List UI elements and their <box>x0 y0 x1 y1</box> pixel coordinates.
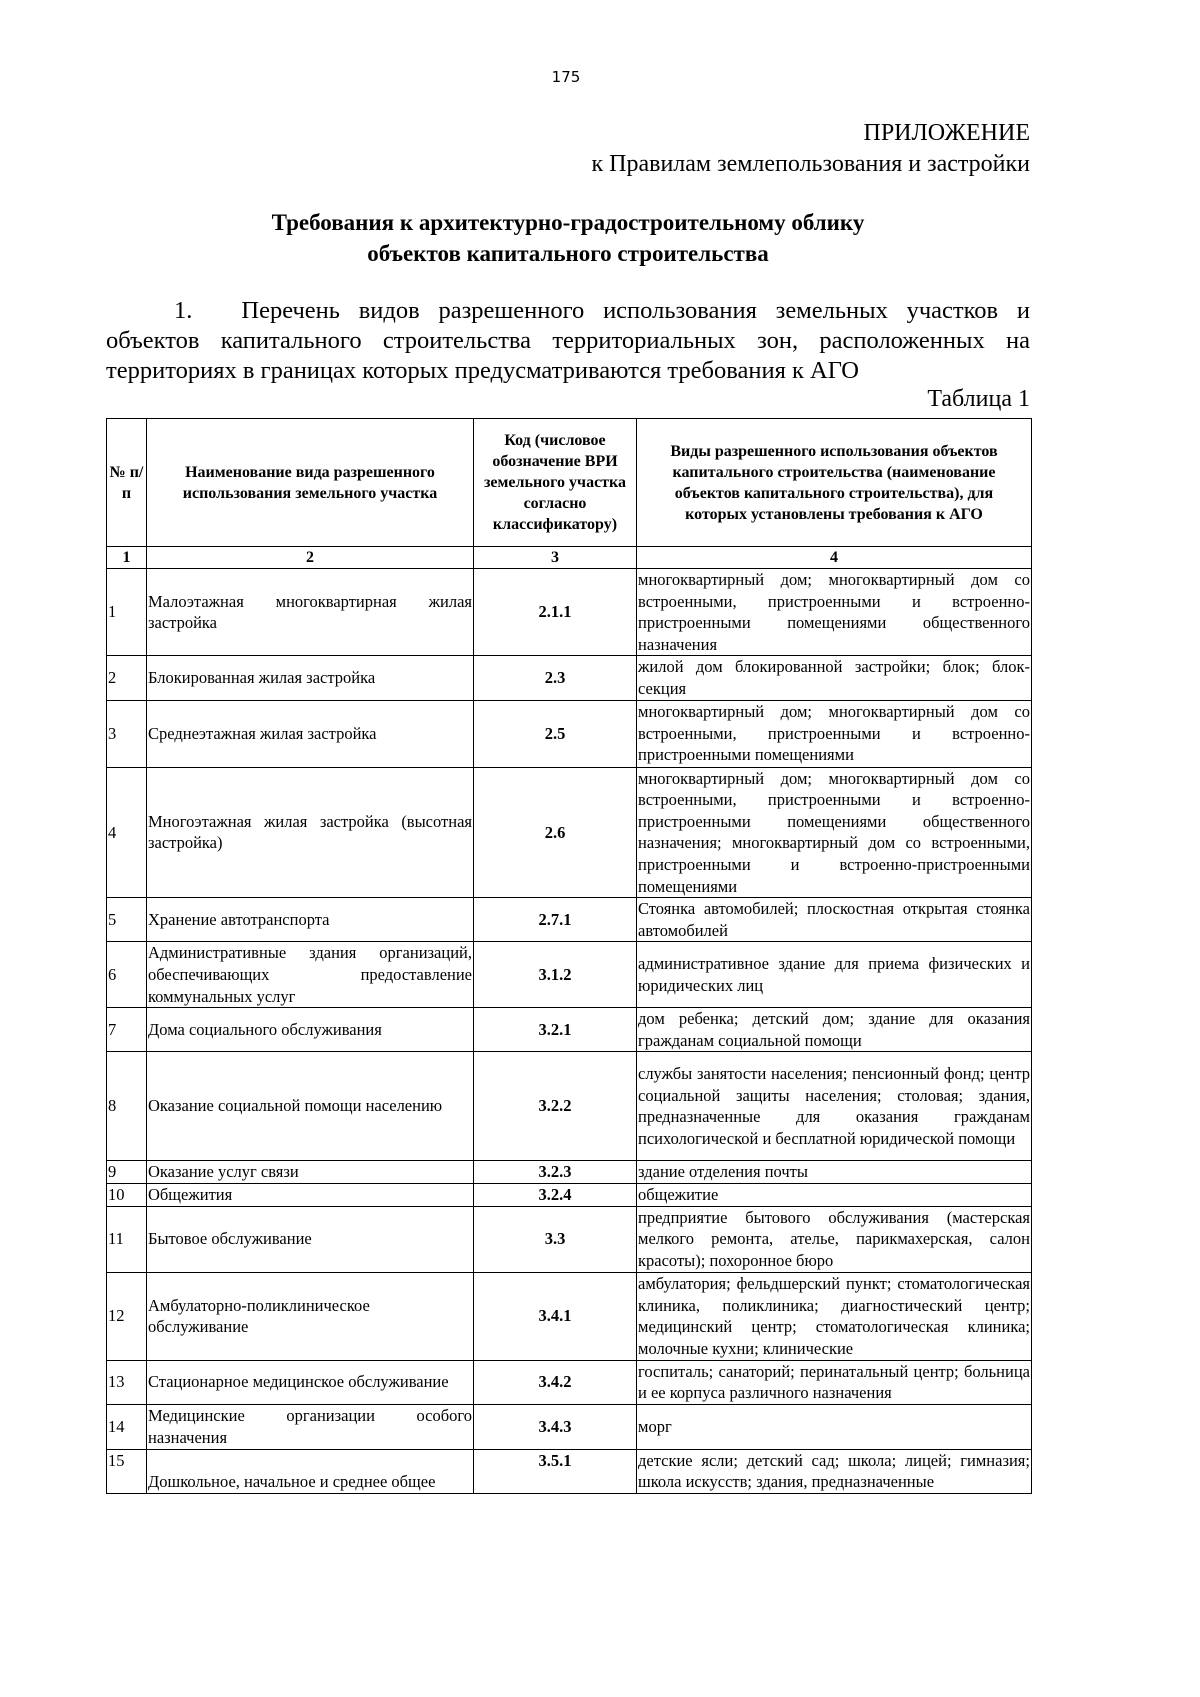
capital-objects: многоквартирный дом; многоквартирный дом со встроенными, пристроенными и встроенно-пристроенными помещениями <box>637 700 1032 767</box>
capital-objects: госпиталь; санаторий; перинатальный центр; больница и ее корпуса различного назначения <box>637 1360 1032 1404</box>
land-use-name: Оказание услуг связи <box>147 1161 474 1184</box>
land-use-code: 2.7.1 <box>474 898 637 942</box>
land-use-code: 3.4.1 <box>474 1272 637 1360</box>
header-number: № п/п <box>107 419 147 547</box>
table-row <box>107 942 1032 1008</box>
row-number: 11 <box>107 1206 147 1272</box>
column-number: 4 <box>637 547 1032 569</box>
row-number: 9 <box>107 1161 147 1184</box>
capital-objects: общежитие <box>637 1184 1032 1207</box>
land-use-code: 3.2.2 <box>474 1052 637 1161</box>
header-types: Виды разрешенного использования объектов капитального строительства (наименование объектов капитального строительства), для которых установлены требования к АГО <box>637 419 1032 547</box>
capital-objects: дом ребенка; детский дом; здание для оказания гражданам социальной помощи <box>637 1008 1032 1052</box>
table-caption: Таблица 1 <box>927 386 1030 412</box>
heading-line-2: объектов капитального строительства <box>367 241 769 266</box>
capital-objects: службы занятости населения; пенсионный фонд; центр социальной защиты населения; столовая; здания, предназначенные для оказания гражданам психологической и бесплатной юридической помощи <box>637 1052 1032 1161</box>
column-numbers-row <box>107 547 1032 569</box>
table-row <box>107 1404 1032 1449</box>
land-use-code: 2.6 <box>474 767 637 898</box>
table-row <box>107 1449 1032 1493</box>
table-row <box>107 898 1032 942</box>
table-row <box>107 1008 1032 1052</box>
row-number: 13 <box>107 1360 147 1404</box>
land-use-code: 3.4.3 <box>474 1404 637 1449</box>
requirements-table <box>106 418 1032 1494</box>
land-use-code: 2.5 <box>474 700 637 767</box>
land-use-name: Многоэтажная жилая застройка (высотная застройка) <box>147 767 474 898</box>
land-use-code: 2.1.1 <box>474 569 637 656</box>
land-use-name: Административные здания организаций, обеспечивающих предоставление коммунальных услуг <box>147 942 474 1008</box>
row-number: 14 <box>107 1404 147 1449</box>
land-use-name: Малоэтажная многоквартирная жилая застройка <box>147 569 474 656</box>
table-row <box>107 1272 1032 1360</box>
land-use-name: Бытовое обслуживание <box>147 1206 474 1272</box>
table-row <box>107 656 1032 700</box>
capital-objects: морг <box>637 1404 1032 1449</box>
table-row <box>107 1206 1032 1272</box>
land-use-code: 3.5.1 <box>474 1449 637 1493</box>
table-row <box>107 1161 1032 1184</box>
land-use-name: Медицинские организации особого назначения <box>147 1404 474 1449</box>
table-row <box>107 1052 1032 1161</box>
row-number: 5 <box>107 898 147 942</box>
table-row <box>107 1360 1032 1404</box>
row-number: 8 <box>107 1052 147 1161</box>
land-use-name: Дома социального обслуживания <box>147 1008 474 1052</box>
intro-paragraph: 1. Перечень видов разрешенного использования земельных участков и объектов капитального строительства территориальных зон, расположенных на территориях в границах которых предусматриваются требования к АГО <box>106 297 1030 384</box>
capital-objects: амбулатория; фельдшерский пункт; стоматологическая клиника, поликлиника; диагностический центр; медицинский центр; стоматологическая клиника; молочные кухни; клинические <box>637 1272 1032 1360</box>
header-name: Наименование вида разрешенного использования земельного участка <box>147 419 474 547</box>
table-row <box>107 700 1032 767</box>
capital-objects: административное здание для приема физических и юридических лиц <box>637 942 1032 1008</box>
capital-objects: предприятие бытового обслуживания (мастерская мелкого ремонта, ателье, парикмахерская, салон красоты); похоронное бюро <box>637 1206 1032 1272</box>
capital-objects: здание отделения почты <box>637 1161 1032 1184</box>
capital-objects: детские ясли; детский сад; школа; лицей; гимназия; школа искусств; здания, предназначенные <box>637 1449 1032 1493</box>
table-row <box>107 1184 1032 1207</box>
column-number: 1 <box>107 547 147 569</box>
table-header-row <box>107 419 1032 547</box>
land-use-code: 3.2.1 <box>474 1008 637 1052</box>
table-row <box>107 569 1032 656</box>
appendix-subtitle: к Правилам землепользования и застройки <box>591 151 1030 177</box>
row-number: 10 <box>107 1184 147 1207</box>
table-row <box>107 767 1032 898</box>
row-number: 15 <box>107 1449 147 1493</box>
capital-objects: жилой дом блокированной застройки; блок; блок-секция <box>637 656 1032 700</box>
row-number: 7 <box>107 1008 147 1052</box>
land-use-name: Оказание социальной помощи населению <box>147 1052 474 1161</box>
row-number: 12 <box>107 1272 147 1360</box>
column-number: 3 <box>474 547 637 569</box>
capital-objects: Стоянка автомобилей; плоскостная открытая стоянка автомобилей <box>637 898 1032 942</box>
land-use-code: 3.4.2 <box>474 1360 637 1404</box>
appendix-title: ПРИЛОЖЕНИЕ <box>863 120 1030 146</box>
land-use-code: 2.3 <box>474 656 637 700</box>
heading-line-1: Требования к архитектурно-градостроительному облику <box>271 210 865 235</box>
header-code: Код (числовое обозначение ВРИ земельного участка согласно классификатору) <box>474 419 637 547</box>
capital-objects: многоквартирный дом; многоквартирный дом со встроенными, пристроенными и встроенно-пристроенными помещениями общественного назначения; многоквартирный дом со встроенными, пристроенными и встроенно-пристроенными помещениями <box>637 767 1032 898</box>
row-number: 1 <box>107 569 147 656</box>
land-use-name: Общежития <box>147 1184 474 1207</box>
land-use-name: Стационарное медицинское обслуживание <box>147 1360 474 1404</box>
land-use-name: Среднеэтажная жилая застройка <box>147 700 474 767</box>
row-number: 3 <box>107 700 147 767</box>
row-number: 4 <box>107 767 147 898</box>
row-number: 6 <box>107 942 147 1008</box>
page-number: 175 <box>551 68 581 86</box>
land-use-code: 3.2.4 <box>474 1184 637 1207</box>
land-use-name: Дошкольное, начальное и среднее общее <box>147 1449 474 1493</box>
land-use-code: 3.1.2 <box>474 942 637 1008</box>
land-use-code: 3.3 <box>474 1206 637 1272</box>
land-use-name: Амбулаторно-поликлиническое обслуживание <box>147 1272 474 1360</box>
land-use-name: Блокированная жилая застройка <box>147 656 474 700</box>
row-number: 2 <box>107 656 147 700</box>
capital-objects: многоквартирный дом; многоквартирный дом со встроенными, пристроенными и встроенно-пристроенными помещениями общественного назначения <box>637 569 1032 656</box>
column-number: 2 <box>147 547 474 569</box>
land-use-name: Хранение автотранспорта <box>147 898 474 942</box>
land-use-code: 3.2.3 <box>474 1161 637 1184</box>
